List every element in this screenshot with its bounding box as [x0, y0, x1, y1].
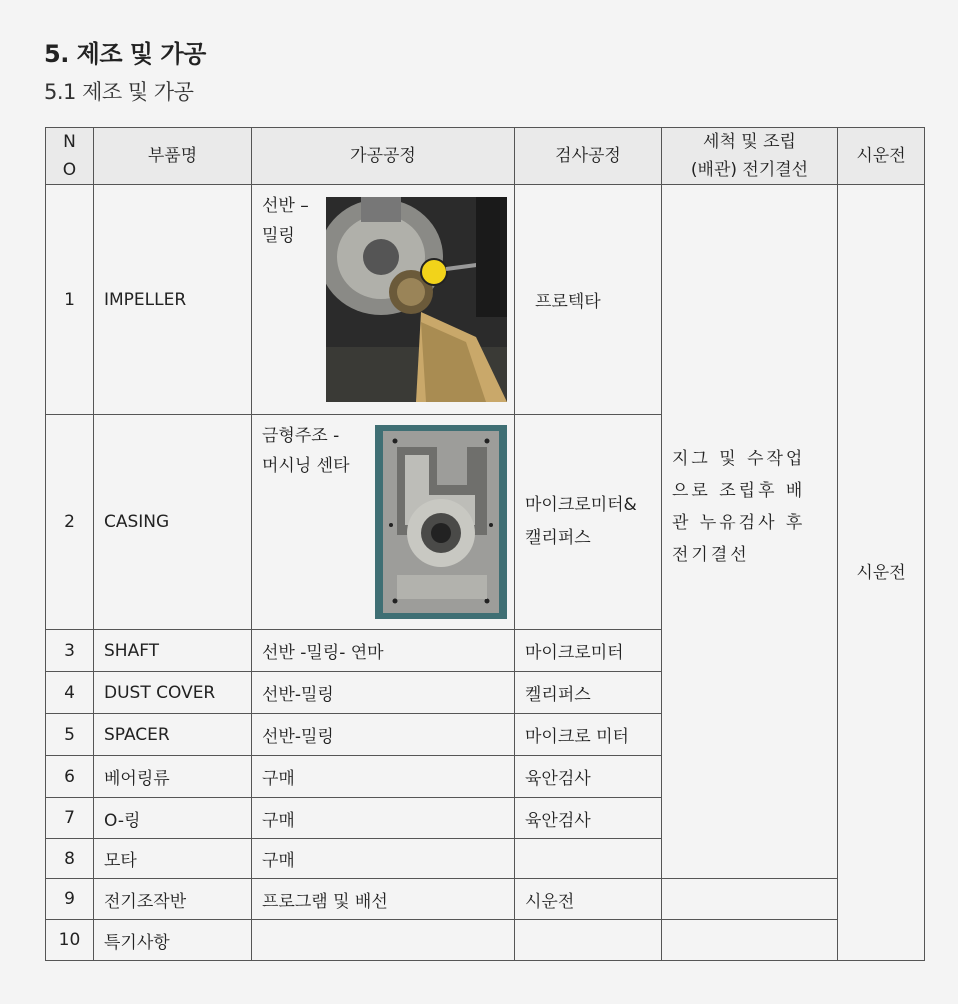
row-process: 구매	[252, 798, 515, 839]
row-no: 4	[46, 672, 94, 714]
row-part-name: CASING	[94, 415, 252, 630]
row-process	[252, 415, 515, 630]
row-inspection: 마이크로미터	[515, 630, 662, 672]
impeller-machining-photo	[326, 197, 507, 402]
process-line1: 금형주조 -	[262, 426, 340, 446]
row-process: 선반-밀링	[252, 714, 515, 756]
row-part-name: SPACER	[94, 714, 252, 756]
assembly-note-line4: 전기결선	[672, 544, 750, 565]
header-no-line1: N	[63, 132, 76, 152]
row-part-name: 특기사항	[94, 920, 252, 961]
header-assembly-line1: 세척 및 조립	[703, 132, 796, 152]
row-part-name: DUST COVER	[94, 672, 252, 714]
row-no: 9	[46, 879, 94, 920]
assembly-note-line1: 지그 및 수작업	[672, 448, 806, 469]
row-part-name: 모타	[94, 839, 252, 879]
assembly-note-line2: 으로 조립후 배	[672, 480, 806, 501]
row-process: 선반 -밀링- 연마	[252, 630, 515, 672]
row-process: 구매	[252, 839, 515, 879]
row-no: 5	[46, 714, 94, 756]
row-part-name: 전기조작반	[94, 879, 252, 920]
row-no: 1	[46, 185, 94, 415]
assembly-note-cell	[662, 185, 838, 879]
header-no-line2: O	[62, 160, 77, 180]
row-process: 프로그램 및 배선	[252, 879, 515, 920]
section-heading: 5. 제조 및 가공	[44, 40, 206, 68]
row-inspection: 시운전	[515, 879, 662, 920]
process-line1: 선반 –	[262, 196, 309, 216]
table-row	[46, 185, 925, 415]
row-no: 7	[46, 798, 94, 839]
row-inspection: 육안검사	[515, 798, 662, 839]
casing-photo	[375, 425, 507, 619]
header-assembly-line2: (배관) 전기결선	[690, 160, 809, 180]
header-inspection: 검사공정	[515, 128, 662, 185]
row-process: 선반-밀링	[252, 672, 515, 714]
row-process: 구매	[252, 756, 515, 798]
header-row	[46, 128, 925, 185]
header-assembly	[662, 128, 838, 185]
row-inspection: 프로텍타	[515, 185, 662, 415]
test-run-cell: 시운전	[838, 185, 925, 961]
row-inspection: 마이크로 미터	[515, 714, 662, 756]
inspection-line1: 마이크로미터&	[525, 495, 637, 515]
row-inspection	[515, 839, 662, 879]
row-inspection: 켈리퍼스	[515, 672, 662, 714]
row-process	[252, 920, 515, 961]
header-part-name: 부품명	[94, 128, 252, 185]
row-part-name: IMPELLER	[94, 185, 252, 415]
row-assembly-empty	[662, 879, 838, 920]
process-line2: 밀링	[262, 226, 295, 246]
subsection-heading: 5.1 제조 및 가공	[44, 80, 194, 104]
process-line2: 머시닝 센타	[262, 456, 350, 476]
row-part-name: SHAFT	[94, 630, 252, 672]
row-no: 3	[46, 630, 94, 672]
row-no: 6	[46, 756, 94, 798]
row-no: 2	[46, 415, 94, 630]
header-no	[46, 128, 94, 185]
row-process	[252, 185, 515, 415]
header-test-run: 시운전	[838, 128, 925, 185]
inspection-line2: 캘리퍼스	[525, 528, 591, 548]
row-part-name: O-링	[94, 798, 252, 839]
header-process: 가공공정	[252, 128, 515, 185]
row-inspection	[515, 920, 662, 961]
row-inspection	[515, 415, 662, 630]
table-row	[46, 879, 925, 920]
manufacturing-table	[45, 127, 925, 961]
row-no: 10	[46, 920, 94, 961]
table-row	[46, 920, 925, 961]
row-no: 8	[46, 839, 94, 879]
row-part-name: 베어링류	[94, 756, 252, 798]
assembly-note-line3: 관 누유검사 후	[672, 512, 806, 533]
row-assembly-empty	[662, 920, 838, 961]
row-inspection: 육안검사	[515, 756, 662, 798]
